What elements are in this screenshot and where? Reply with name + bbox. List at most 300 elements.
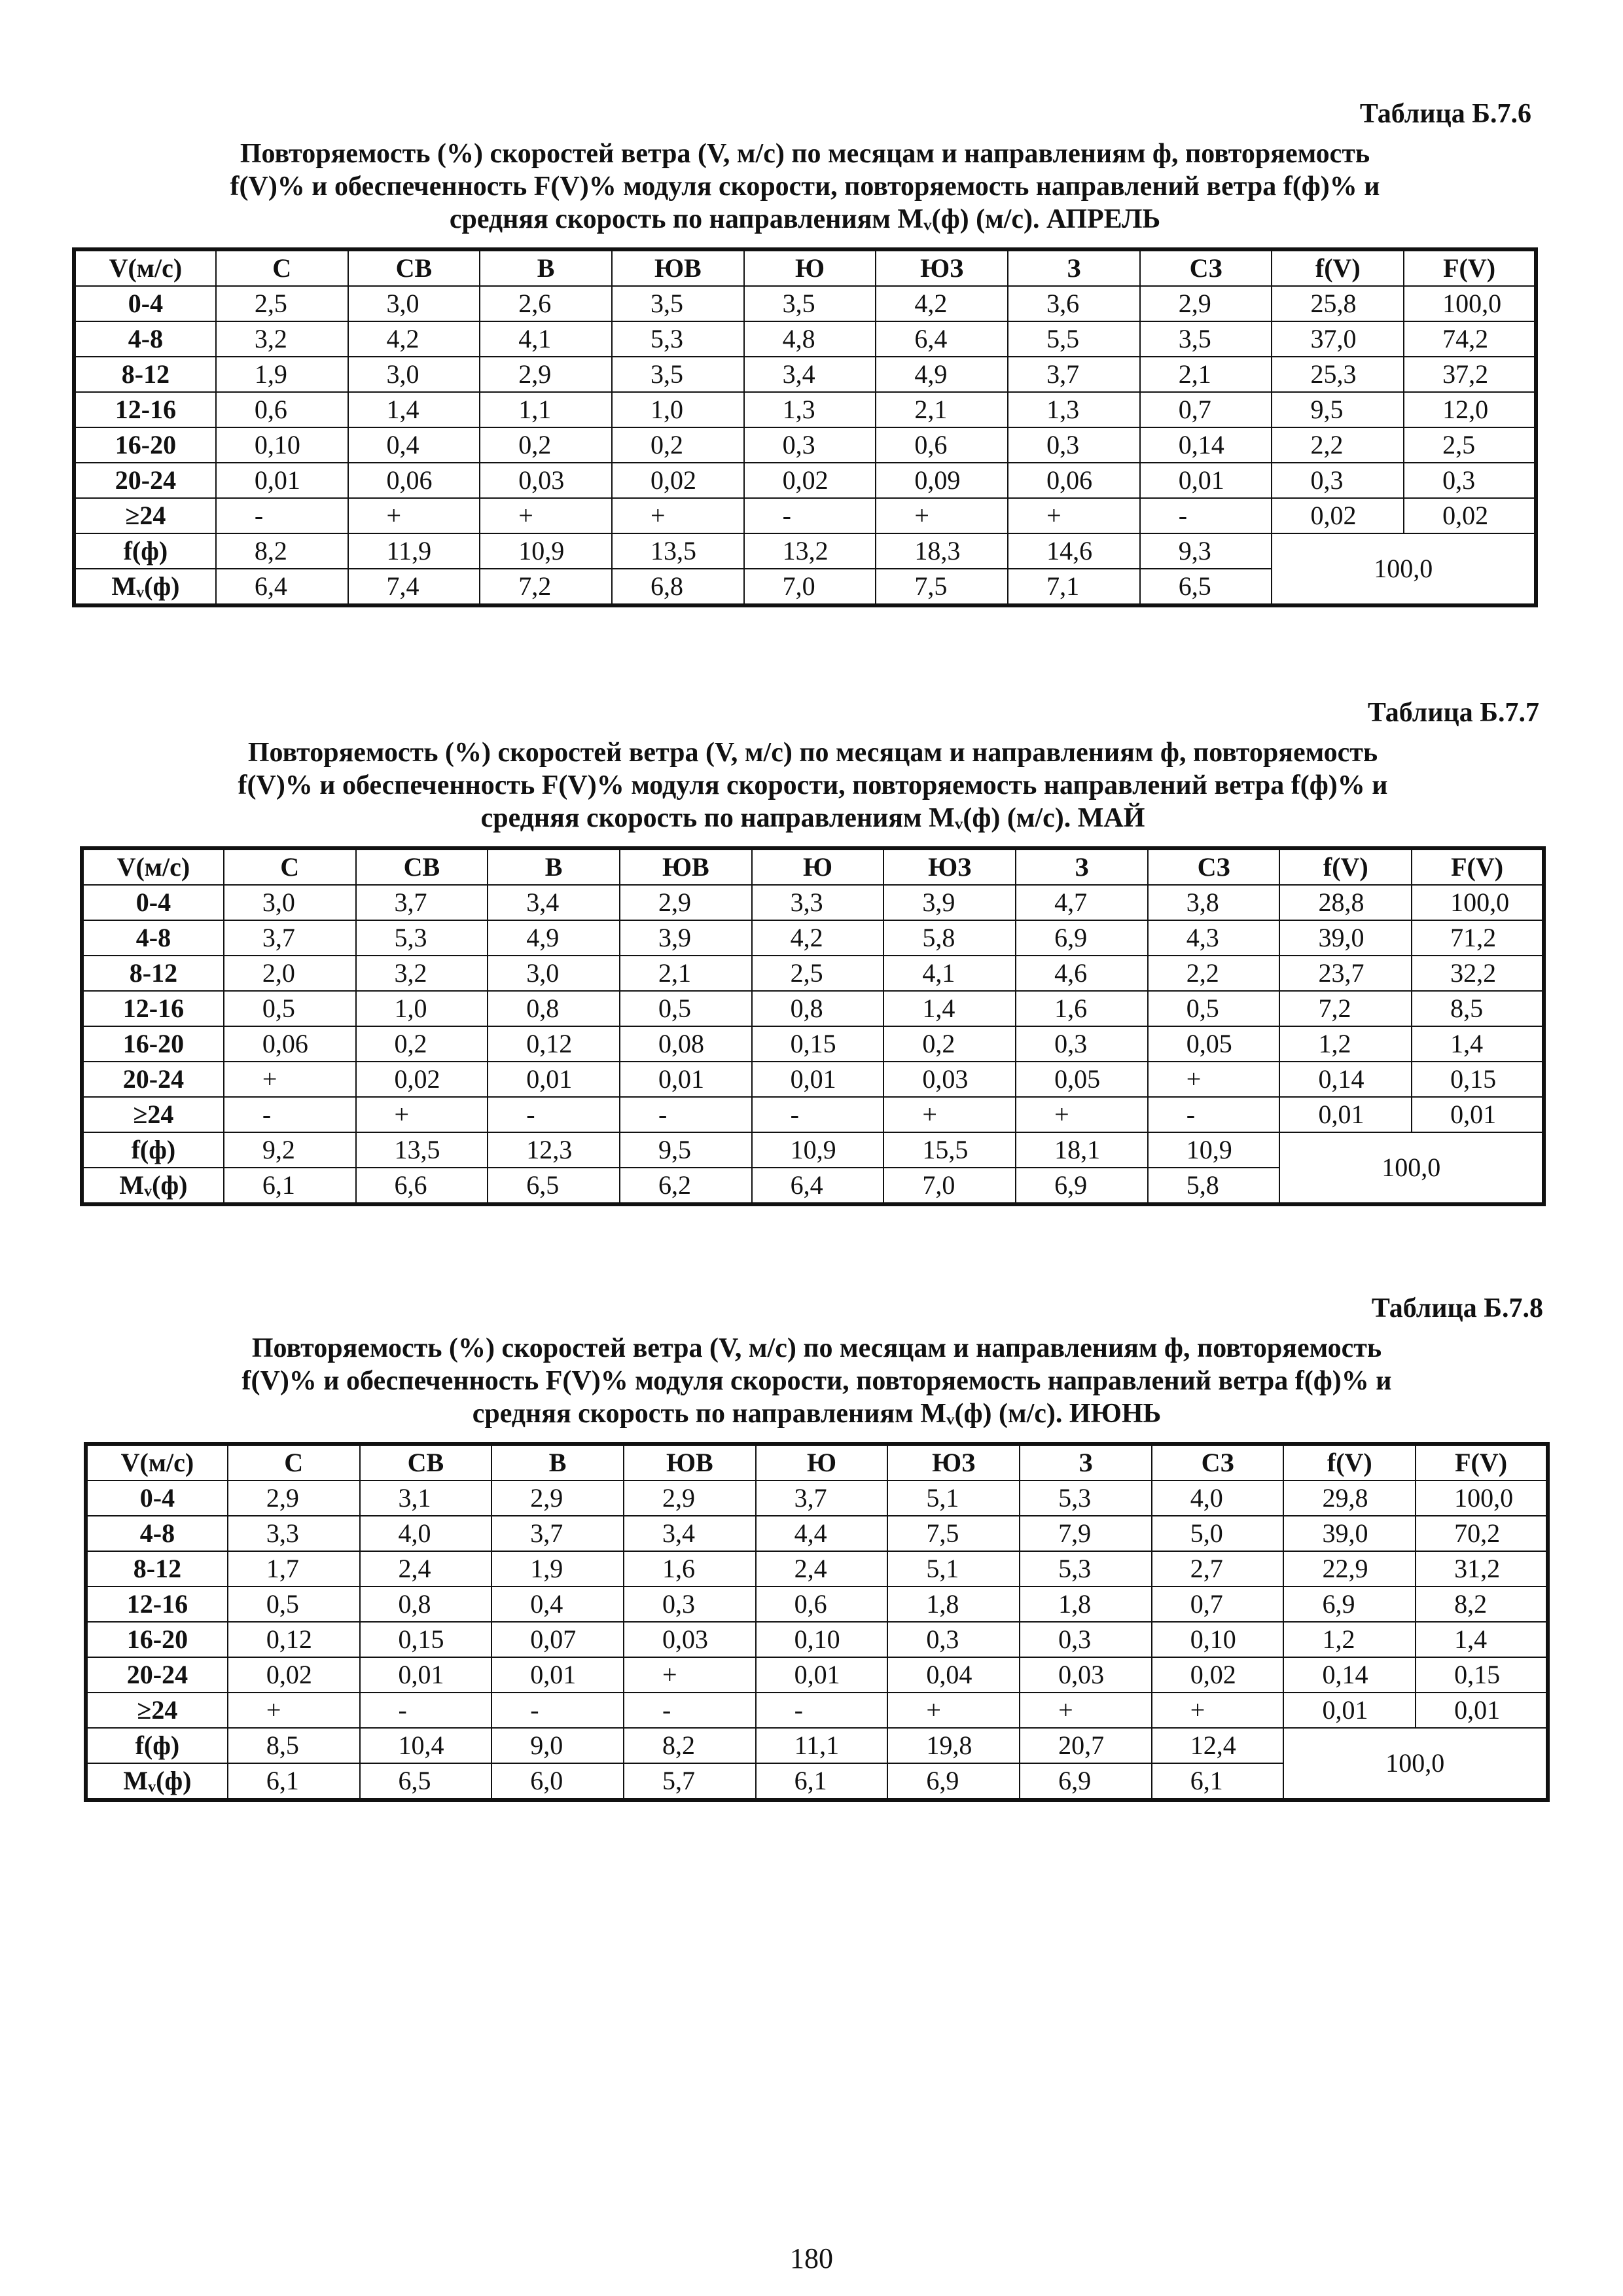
table-cell: +: [624, 1657, 756, 1693]
table-cell: 3,4: [488, 885, 620, 920]
table-cell: 3,3: [752, 885, 884, 920]
table-cell: +: [228, 1693, 360, 1728]
table-cell: 0,14: [1279, 1062, 1412, 1097]
table-cell: 6,9: [1020, 1763, 1152, 1800]
table-cell: 1,1: [480, 392, 612, 427]
table-cell: 10,4: [360, 1728, 492, 1763]
column-header: ЮВ: [620, 848, 752, 885]
table-cell: +: [1148, 1062, 1280, 1097]
table-cell: 0,6: [216, 392, 348, 427]
table-title-line: Повторяемость (%) скоростей ветра (V, м/с) по месяцам и направлениям ф, повторяемость: [247, 738, 1378, 768]
table-cell: 0,4: [348, 427, 480, 463]
table-cell: 37,0: [1272, 321, 1404, 357]
table-cell: 4,0: [360, 1516, 492, 1551]
table-cell: 0,3: [887, 1622, 1020, 1657]
table-row: [86, 1587, 1548, 1622]
column-header: F(V): [1404, 249, 1536, 286]
table-cell: 5,8: [1148, 1168, 1280, 1204]
table-cell: 3,7: [224, 920, 356, 956]
table-cell: 2,9: [624, 1480, 756, 1516]
table-cell: 4,1: [480, 321, 612, 357]
row-label: 16-20: [86, 1622, 228, 1657]
column-header: З: [1008, 249, 1140, 286]
table-cell: 0,5: [228, 1587, 360, 1622]
table-cell: 3,9: [620, 920, 752, 956]
table-row: [82, 1026, 1544, 1062]
table-cell: 6,9: [1016, 1168, 1148, 1204]
table-cell: 0,06: [224, 1026, 356, 1062]
table-cell: 0,8: [360, 1587, 492, 1622]
table-cell: 1,4: [1416, 1622, 1548, 1657]
table-cell: 7,0: [744, 569, 876, 605]
row-label: 20-24: [86, 1657, 228, 1693]
table-cell: -: [624, 1693, 756, 1728]
row-label: 16-20: [82, 1026, 224, 1062]
table-cell: 0,15: [1416, 1657, 1548, 1693]
column-header: З: [1016, 848, 1148, 885]
table-cell: 2,4: [360, 1551, 492, 1587]
table-cell: 0,4: [491, 1587, 624, 1622]
column-header: З: [1020, 1444, 1152, 1480]
table-cell: 2,9: [228, 1480, 360, 1516]
table-cell: 2,2: [1148, 956, 1280, 991]
column-header: ЮЗ: [876, 249, 1008, 286]
table-cell: 6,5: [488, 1168, 620, 1204]
table-cell: 0,3: [744, 427, 876, 463]
table-cell: -: [224, 1097, 356, 1132]
table-cell: 3,0: [348, 286, 480, 321]
table-cell: 6,1: [228, 1763, 360, 1800]
table-cell: 8,2: [216, 533, 348, 569]
column-header: f(V): [1272, 249, 1404, 286]
table-cell: 6,5: [360, 1763, 492, 1800]
column-header: f(V): [1279, 848, 1412, 885]
table-title-line: Повторяемость (%) скоростей ветра (V, м/с) по месяцам и направлениям ф, повторяемость: [251, 1333, 1382, 1363]
table-title-line: f(V)% и обеспеченность F(V)% модуля скорости, повторяемость направлений ветра f(ф)% и: [230, 171, 1380, 202]
table-cell: 100,0: [1404, 286, 1536, 321]
table-cell: 4,0: [1152, 1480, 1284, 1516]
column-header: С: [224, 848, 356, 885]
table-cell: 5,3: [1020, 1480, 1152, 1516]
table-cell: +: [1008, 498, 1140, 533]
table-cell: 6,4: [216, 569, 348, 605]
table-cell: 0,7: [1152, 1587, 1284, 1622]
total-cell: 100,0: [1279, 1132, 1544, 1204]
table-cell: 2,1: [620, 956, 752, 991]
column-header: С: [216, 249, 348, 286]
table-cell: 0,01: [360, 1657, 492, 1693]
table-cell: 1,2: [1283, 1622, 1416, 1657]
table-cell: 5,5: [1008, 321, 1140, 357]
table-cell: 22,9: [1283, 1551, 1416, 1587]
table-cell: 0,01: [1412, 1097, 1544, 1132]
row-label: 0-4: [86, 1480, 228, 1516]
row-label: 12-16: [74, 392, 216, 427]
table-cell: 2,6: [480, 286, 612, 321]
table-cell: 5,3: [356, 920, 488, 956]
table-section: [84, 1293, 1550, 1802]
column-header: С: [228, 1444, 360, 1480]
table-cell: 1,6: [624, 1551, 756, 1587]
table-row: [86, 1622, 1548, 1657]
table-number: Таблица Б.7.7: [1367, 698, 1539, 728]
table-cell: 0,14: [1140, 427, 1272, 463]
table-cell: 0,5: [620, 991, 752, 1026]
table-cell: 0,04: [887, 1657, 1020, 1693]
table-cell: 3,5: [612, 357, 744, 392]
page-number: 180: [790, 2242, 833, 2274]
table-cell: +: [1020, 1693, 1152, 1728]
table-number: Таблица Б.7.8: [1371, 1293, 1543, 1323]
table-cell: 5,7: [624, 1763, 756, 1800]
table-cell: 19,8: [887, 1728, 1020, 1763]
row-label: 12-16: [82, 991, 224, 1026]
table-cell: 0,02: [1152, 1657, 1284, 1693]
column-header: ЮЗ: [883, 848, 1016, 885]
table-cell: 74,2: [1404, 321, 1536, 357]
table-cell: 25,3: [1272, 357, 1404, 392]
table-cell: 3,2: [356, 956, 488, 991]
column-header: ЮЗ: [887, 1444, 1020, 1480]
total-cell: 100,0: [1283, 1728, 1548, 1800]
table-cell: 0,3: [1020, 1622, 1152, 1657]
table-cell: -: [744, 498, 876, 533]
table-cell: 8,5: [1412, 991, 1544, 1026]
table-cell: 0,01: [1279, 1097, 1412, 1132]
table-cell: 100,0: [1412, 885, 1544, 920]
table-cell: 0,15: [1412, 1062, 1544, 1097]
column-header: Ю: [744, 249, 876, 286]
table-cell: 2,4: [756, 1551, 888, 1587]
row-label: 0-4: [82, 885, 224, 920]
table-cell: 1,9: [491, 1551, 624, 1587]
table-cell: 7,5: [887, 1516, 1020, 1551]
table-cell: 2,7: [1152, 1551, 1284, 1587]
table-cell: 9,0: [491, 1728, 624, 1763]
table-cell: 3,5: [744, 286, 876, 321]
column-header: ЮВ: [624, 1444, 756, 1480]
table-cell: 0,06: [348, 463, 480, 498]
table-cell: 1,0: [356, 991, 488, 1026]
table-cell: -: [1148, 1097, 1280, 1132]
table-cell: 0,01: [491, 1657, 624, 1693]
column-header: ЮВ: [612, 249, 744, 286]
wind-table: [72, 247, 1538, 607]
table-cell: 0,01: [756, 1657, 888, 1693]
table-cell: 4,2: [876, 286, 1008, 321]
table-cell: 3,0: [224, 885, 356, 920]
column-header: V(м/с): [86, 1444, 228, 1480]
table-title-line: f(V)% и обеспеченность F(V)% модуля скорости, повторяемость направлений ветра f(ф)% и: [238, 770, 1388, 800]
column-header: СВ: [348, 249, 480, 286]
table-row: [74, 533, 1536, 569]
table-cell: 0,3: [1404, 463, 1536, 498]
row-label: 8-12: [86, 1551, 228, 1587]
table-cell: 6,9: [1283, 1587, 1416, 1622]
table-cell: 0,02: [228, 1657, 360, 1693]
column-header: F(V): [1412, 848, 1544, 885]
table-cell: 2,9: [620, 885, 752, 920]
table-cell: 0,5: [224, 991, 356, 1026]
table-cell: 0,01: [216, 463, 348, 498]
table-cell: 2,5: [752, 956, 884, 991]
row-label: Mᵥ(ф): [74, 569, 216, 605]
table-cell: 6,8: [612, 569, 744, 605]
table-cell: 0,10: [216, 427, 348, 463]
table-cell: 0,8: [752, 991, 884, 1026]
table-cell: +: [883, 1097, 1016, 1132]
table-cell: 100,0: [1416, 1480, 1548, 1516]
table-row: [82, 920, 1544, 956]
table-cell: -: [488, 1097, 620, 1132]
table-cell: 1,4: [1412, 1026, 1544, 1062]
table-cell: 0,05: [1148, 1026, 1280, 1062]
table-row: [74, 357, 1536, 392]
table-cell: 37,2: [1404, 357, 1536, 392]
table-title: [84, 1332, 1550, 1430]
column-header: СВ: [360, 1444, 492, 1480]
row-label: f(ф): [82, 1132, 224, 1168]
table-cell: 0,2: [883, 1026, 1016, 1062]
table-cell: 0,2: [480, 427, 612, 463]
row-label: 0-4: [74, 286, 216, 321]
table-title-line: средняя скорость по направлениям Mᵥ(ф) (м/с). МАЙ: [480, 803, 1145, 833]
table-cell: 2,9: [1140, 286, 1272, 321]
table-title-line: f(V)% и обеспеченность F(V)% модуля скорости, повторяемость направлений ветра f(ф)% и: [241, 1366, 1392, 1396]
table-cell: 5,8: [883, 920, 1016, 956]
column-header: В: [488, 848, 620, 885]
table-cell: 0,01: [1283, 1693, 1416, 1728]
table-cell: 1,8: [887, 1587, 1020, 1622]
table-row: [74, 392, 1536, 427]
table-cell: 8,2: [1416, 1587, 1548, 1622]
table-cell: 6,1: [1152, 1763, 1284, 1800]
table-cell: +: [1152, 1693, 1284, 1728]
column-header: СВ: [356, 848, 488, 885]
table-cell: 0,02: [356, 1062, 488, 1097]
table-cell: 0,02: [612, 463, 744, 498]
table-cell: 2,0: [224, 956, 356, 991]
table-cell: 20,7: [1020, 1728, 1152, 1763]
table-cell: 0,01: [752, 1062, 884, 1097]
table-cell: 9,5: [620, 1132, 752, 1168]
table-cell: 0,8: [488, 991, 620, 1026]
table-cell: 29,8: [1283, 1480, 1416, 1516]
table-cell: 13,2: [744, 533, 876, 569]
table-cell: 3,1: [360, 1480, 492, 1516]
table-cell: 0,14: [1283, 1657, 1416, 1693]
table-cell: 0,02: [1404, 498, 1536, 533]
table-cell: 3,4: [624, 1516, 756, 1551]
table-cell: 1,9: [216, 357, 348, 392]
table-cell: 5,3: [612, 321, 744, 357]
table-cell: 5,1: [887, 1480, 1020, 1516]
table-row: [86, 1657, 1548, 1693]
table-cell: 9,2: [224, 1132, 356, 1168]
table-cell: 18,3: [876, 533, 1008, 569]
column-header: В: [491, 1444, 624, 1480]
table-cell: 11,1: [756, 1728, 888, 1763]
table-cell: 6,1: [224, 1168, 356, 1204]
column-header: В: [480, 249, 612, 286]
table-cell: +: [612, 498, 744, 533]
table-cell: 28,8: [1279, 885, 1412, 920]
table-cell: 0,03: [624, 1622, 756, 1657]
table-cell: 31,2: [1416, 1551, 1548, 1587]
table-cell: 4,6: [1016, 956, 1148, 991]
row-label: f(ф): [74, 533, 216, 569]
table-cell: 7,0: [883, 1168, 1016, 1204]
table-cell: 1,4: [883, 991, 1016, 1026]
table-cell: 4,1: [883, 956, 1016, 991]
table-cell: +: [480, 498, 612, 533]
row-label: f(ф): [86, 1728, 228, 1763]
table-cell: 1,3: [1008, 392, 1140, 427]
table-cell: 3,7: [491, 1516, 624, 1551]
table-cell: 4,3: [1148, 920, 1280, 956]
table-title-line: средняя скорость по направлениям Mᵥ(ф) (м/с). АПРЕЛЬ: [449, 204, 1161, 234]
table-cell: 0,2: [612, 427, 744, 463]
table-cell: 13,5: [356, 1132, 488, 1168]
table-cell: 1,0: [612, 392, 744, 427]
column-header: f(V): [1283, 1444, 1416, 1480]
table-cell: 2,1: [1140, 357, 1272, 392]
table-cell: 7,5: [876, 569, 1008, 605]
table-cell: 9,3: [1140, 533, 1272, 569]
table-cell: 7,2: [480, 569, 612, 605]
column-header: СЗ: [1140, 249, 1272, 286]
table-cell: 4,9: [876, 357, 1008, 392]
row-label: 8-12: [74, 357, 216, 392]
table-cell: 3,8: [1148, 885, 1280, 920]
table-cell: 12,4: [1152, 1728, 1284, 1763]
table-cell: 18,1: [1016, 1132, 1148, 1168]
column-header: V(м/с): [82, 848, 224, 885]
table-cell: 0,06: [1008, 463, 1140, 498]
table-cell: 0,03: [1020, 1657, 1152, 1693]
table-cell: 4,4: [756, 1516, 888, 1551]
table-row: [86, 1728, 1548, 1763]
table-cell: -: [620, 1097, 752, 1132]
table-cell: 3,5: [612, 286, 744, 321]
table-cell: 10,9: [480, 533, 612, 569]
column-header: V(м/с): [74, 249, 216, 286]
table-cell: 3,0: [488, 956, 620, 991]
table-cell: 2,2: [1272, 427, 1404, 463]
table-cell: 0,05: [1016, 1062, 1148, 1097]
table-cell: 0,7: [1140, 392, 1272, 427]
table-cell: 7,4: [348, 569, 480, 605]
table-cell: 14,6: [1008, 533, 1140, 569]
table-cell: 5,1: [887, 1551, 1020, 1587]
table-cell: 0,03: [883, 1062, 1016, 1097]
table-cell: 7,9: [1020, 1516, 1152, 1551]
table-cell: +: [224, 1062, 356, 1097]
table-cell: 2,1: [876, 392, 1008, 427]
table-cell: 3,7: [1008, 357, 1140, 392]
row-label: ≥24: [86, 1693, 228, 1728]
table-cell: 4,9: [488, 920, 620, 956]
table-cell: 1,4: [348, 392, 480, 427]
table-cell: 0,01: [620, 1062, 752, 1097]
table-cell: -: [360, 1693, 492, 1728]
table-cell: 8,2: [624, 1728, 756, 1763]
table-cell: 2,5: [1404, 427, 1536, 463]
table-cell: 3,2: [216, 321, 348, 357]
table-row: [82, 956, 1544, 991]
row-label: 20-24: [82, 1062, 224, 1097]
table-row: [74, 286, 1536, 321]
table-cell: 0,6: [756, 1587, 888, 1622]
row-label: 12-16: [86, 1587, 228, 1622]
table-cell: -: [216, 498, 348, 533]
table-cell: 4,7: [1016, 885, 1148, 920]
table-cell: 0,07: [491, 1622, 624, 1657]
table-cell: 0,5: [1148, 991, 1280, 1026]
table-row: [74, 498, 1536, 533]
table-cell: +: [356, 1097, 488, 1132]
table-cell: 12,0: [1404, 392, 1536, 427]
table-cell: 1,6: [1016, 991, 1148, 1026]
table-cell: 3,9: [883, 885, 1016, 920]
table-cell: 0,15: [360, 1622, 492, 1657]
table-row: [86, 1551, 1548, 1587]
row-label: Mᵥ(ф): [82, 1168, 224, 1204]
column-header: Ю: [752, 848, 884, 885]
table-cell: 4,2: [348, 321, 480, 357]
table-cell: 0,01: [488, 1062, 620, 1097]
table-cell: 3,0: [348, 357, 480, 392]
table-header-row: [74, 249, 1536, 286]
table-cell: 23,7: [1279, 956, 1412, 991]
row-label: ≥24: [74, 498, 216, 533]
table-cell: +: [348, 498, 480, 533]
table-cell: 32,2: [1412, 956, 1544, 991]
table-cell: 0,10: [756, 1622, 888, 1657]
column-header: F(V): [1416, 1444, 1548, 1480]
table-row: [74, 321, 1536, 357]
table-cell: 0,6: [876, 427, 1008, 463]
table-title-line: средняя скорость по направлениям Mᵥ(ф) (м/с). ИЮНЬ: [472, 1399, 1162, 1429]
table-cell: 6,9: [887, 1763, 1020, 1800]
table-row: [74, 463, 1536, 498]
table-cell: 3,6: [1008, 286, 1140, 321]
table-cell: 6,4: [752, 1168, 884, 1204]
table-cell: -: [491, 1693, 624, 1728]
table-cell: 0,3: [1008, 427, 1140, 463]
table-cell: 4,8: [744, 321, 876, 357]
table-cell: 3,7: [356, 885, 488, 920]
table-section: [72, 98, 1538, 607]
table-cell: 2,9: [480, 357, 612, 392]
column-header: СЗ: [1148, 848, 1280, 885]
table-cell: 15,5: [883, 1132, 1016, 1168]
row-label: 4-8: [86, 1516, 228, 1551]
table-cell: 0,15: [752, 1026, 884, 1062]
table-cell: 0,3: [1016, 1026, 1148, 1062]
row-label: 8-12: [82, 956, 224, 991]
row-label: Mᵥ(ф): [86, 1763, 228, 1800]
table-cell: 0,03: [480, 463, 612, 498]
row-label: 16-20: [74, 427, 216, 463]
column-header: Ю: [756, 1444, 888, 1480]
table-cell: 3,7: [756, 1480, 888, 1516]
table-row: [74, 427, 1536, 463]
table-cell: 6,6: [356, 1168, 488, 1204]
table-cell: -: [752, 1097, 884, 1132]
row-label: 4-8: [82, 920, 224, 956]
table-cell: 2,9: [491, 1480, 624, 1516]
